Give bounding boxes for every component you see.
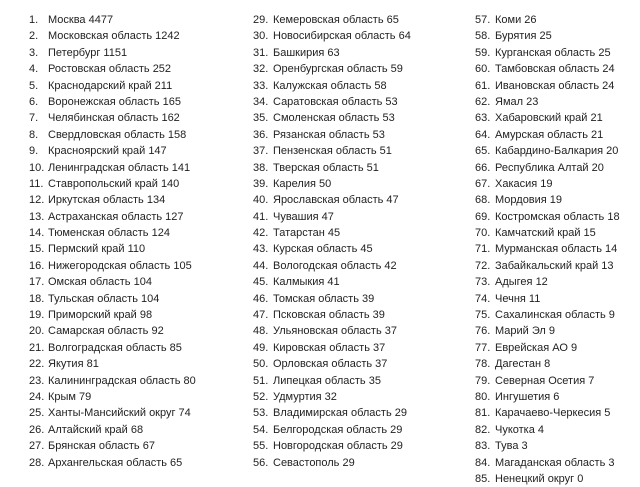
list-item — [475, 28, 620, 44]
item-number: 83. — [475, 440, 491, 453]
item-number: 26. — [29, 423, 45, 436]
item-number: 49. — [253, 341, 269, 354]
list-item — [29, 78, 196, 94]
list-item — [29, 356, 196, 372]
item-number: 22. — [29, 358, 45, 371]
item-text: Магаданская область 3 — [495, 456, 615, 469]
item-number: 13. — [29, 210, 45, 223]
item-text: Калмыкия 41 — [273, 276, 340, 289]
list-item — [253, 209, 411, 225]
list-item — [475, 471, 620, 487]
item-text: Рязанская область 53 — [273, 128, 385, 141]
item-number: 5. — [29, 79, 39, 92]
item-number: 30. — [253, 30, 269, 43]
item-number: 61. — [475, 79, 491, 92]
item-number: 20. — [29, 325, 45, 338]
item-number: 69. — [475, 210, 491, 223]
list-item — [253, 241, 411, 257]
item-text: Новосибирская область 64 — [273, 30, 411, 43]
list-item — [475, 192, 620, 208]
item-text: Марий Эл 9 — [495, 325, 556, 338]
item-number: 81. — [475, 407, 491, 420]
item-text: Северная Осетия 7 — [495, 374, 595, 387]
item-number: 50. — [253, 358, 269, 371]
list-item — [253, 28, 411, 44]
list-item — [475, 94, 620, 110]
item-text: Мордовия 19 — [495, 194, 563, 207]
item-number: 44. — [253, 259, 269, 272]
item-text: Томская область 39 — [273, 292, 375, 305]
list-item — [253, 438, 411, 454]
list-item — [253, 323, 411, 339]
list-item — [253, 78, 411, 94]
item-text: Чувашия 47 — [273, 210, 334, 223]
item-text: Пермский край 110 — [48, 243, 146, 256]
list-item — [29, 45, 196, 61]
item-number: 4. — [29, 63, 39, 76]
item-text: Астраханская область 127 — [48, 210, 184, 223]
item-text: Республика Алтай 20 — [495, 161, 604, 174]
list-item — [475, 373, 620, 389]
list-item — [29, 389, 196, 405]
item-number: 42. — [253, 227, 269, 240]
list-item — [29, 94, 196, 110]
item-text: Омская область 104 — [48, 276, 152, 289]
item-number: 62. — [475, 95, 491, 108]
item-text: Башкирия 63 — [273, 46, 340, 59]
item-number: 72. — [475, 259, 491, 272]
list-item — [29, 12, 196, 28]
item-text: Мурманская область 14 — [495, 243, 618, 256]
item-number: 47. — [253, 309, 269, 322]
item-number: 8. — [29, 128, 39, 141]
item-text: Саратовская область 53 — [273, 95, 398, 108]
list-item — [29, 127, 196, 143]
item-number: 58. — [475, 30, 491, 43]
list-item — [475, 323, 620, 339]
item-text: Новгородская область 29 — [273, 440, 403, 453]
list-item — [253, 307, 411, 323]
list-item — [475, 405, 620, 421]
item-text: Курганская область 25 — [495, 46, 611, 59]
list-item — [253, 274, 411, 290]
item-number: 16. — [29, 259, 45, 272]
item-text: Амурская область 21 — [495, 128, 604, 141]
list-item — [29, 176, 196, 192]
item-number: 80. — [475, 390, 491, 403]
item-number: 3. — [29, 46, 39, 59]
list-item — [475, 12, 620, 28]
list-item — [475, 61, 620, 77]
item-text: Забайкальский край 13 — [495, 259, 614, 272]
item-number: 54. — [253, 423, 269, 436]
list-item — [253, 405, 411, 421]
item-text: Тульская область 104 — [48, 292, 160, 305]
item-text: Москва 4477 — [48, 14, 114, 26]
item-number: 36. — [253, 128, 269, 141]
list-item — [29, 143, 196, 159]
item-text: Карелия 50 — [273, 177, 332, 190]
item-number: 10. — [29, 161, 45, 174]
list-item — [29, 307, 196, 323]
list-item — [253, 127, 411, 143]
item-text: Ярославская область 47 — [273, 194, 399, 207]
list-item — [29, 258, 196, 274]
item-text: Калининградская область 80 — [48, 374, 196, 387]
item-number: 64. — [475, 128, 491, 141]
item-text: Ставропольский край 140 — [48, 177, 180, 190]
list-item — [475, 160, 620, 176]
list-item — [475, 241, 620, 257]
item-number: 19. — [29, 309, 45, 322]
list-item — [29, 323, 196, 339]
item-text: Хакасия 19 — [495, 177, 553, 190]
item-number: 6. — [29, 95, 39, 108]
list-item — [29, 373, 196, 389]
item-text: Чечня 11 — [495, 292, 541, 305]
item-text: Кемеровская область 65 — [273, 14, 399, 26]
item-text: Московская область 1242 — [48, 30, 180, 43]
item-text: Брянская область 67 — [48, 440, 155, 453]
item-text: Липецкая область 35 — [273, 374, 381, 387]
item-text: Ростовская область 252 — [48, 63, 172, 76]
item-text: Ульяновская область 37 — [273, 325, 397, 338]
item-number: 33. — [253, 79, 269, 92]
item-text: Приморский край 98 — [48, 309, 153, 322]
item-number: 82. — [475, 423, 491, 436]
item-number: 55. — [253, 440, 269, 453]
list-item — [253, 12, 411, 28]
item-text: Смоленская область 53 — [273, 112, 395, 125]
item-text: Еврейская АО 9 — [495, 341, 578, 354]
list-item — [29, 28, 196, 44]
item-number: 51. — [253, 374, 269, 387]
item-number: 12. — [29, 194, 45, 207]
item-text: Петербург 1151 — [48, 46, 128, 59]
item-number: 11. — [29, 177, 44, 190]
item-text: Карачаево-Черкесия 5 — [495, 407, 611, 420]
list-item — [475, 389, 620, 405]
item-number: 29. — [253, 14, 269, 26]
item-number: 67. — [475, 177, 491, 190]
list-item — [475, 422, 620, 438]
item-text: Тюменская область 124 — [48, 227, 170, 240]
item-text: Якутия 81 — [48, 358, 99, 371]
list-item — [253, 291, 411, 307]
item-number: 37. — [253, 145, 269, 158]
item-number: 46. — [253, 292, 269, 305]
list-item — [253, 94, 411, 110]
item-text: Пензенская область 51 — [273, 145, 392, 158]
item-text: Ямал 23 — [495, 95, 539, 108]
list-item — [253, 373, 411, 389]
item-number: 66. — [475, 161, 491, 174]
item-text: Сахалинская область 9 — [495, 309, 615, 322]
item-text: Удмуртия 32 — [273, 390, 337, 403]
item-number: 34. — [253, 95, 269, 108]
item-text: Тува 3 — [495, 440, 528, 453]
item-text: Костромская область 18 — [495, 210, 620, 223]
item-number: 76. — [475, 325, 491, 338]
item-text: Ханты-Мансийский округ 74 — [48, 407, 191, 420]
item-number: 38. — [253, 161, 269, 174]
item-number: 77. — [475, 341, 491, 354]
list-item — [29, 455, 196, 471]
list-item — [253, 61, 411, 77]
item-number: 68. — [475, 194, 491, 207]
item-number: 57. — [475, 14, 491, 26]
item-number: 73. — [475, 276, 491, 289]
list-item — [253, 143, 411, 159]
list-item — [29, 438, 196, 454]
list-item — [475, 258, 620, 274]
item-text: Дагестан 8 — [495, 358, 551, 371]
item-text: Ивановская область 24 — [495, 79, 615, 92]
item-number: 9. — [29, 145, 39, 158]
item-text: Тверская область 51 — [273, 161, 379, 174]
item-text: Иркутская область 134 — [48, 194, 166, 207]
list-item — [253, 422, 411, 438]
item-number: 40. — [253, 194, 269, 207]
item-number: 65. — [475, 145, 491, 158]
item-number: 24. — [29, 390, 45, 403]
list-item — [29, 209, 196, 225]
list-item — [475, 274, 620, 290]
item-number: 84. — [475, 456, 491, 469]
list-item — [29, 405, 196, 421]
item-number: 63. — [475, 112, 491, 125]
list-item — [475, 78, 620, 94]
item-text: Владимирская область 29 — [273, 407, 407, 420]
item-text: Ленинградская область 141 — [48, 161, 191, 174]
item-number: 43. — [253, 243, 269, 256]
list-item — [475, 143, 620, 159]
item-number: 17. — [29, 276, 45, 289]
list-item — [253, 110, 411, 126]
item-number: 53. — [253, 407, 269, 420]
item-text: Воронежская область 165 — [48, 95, 181, 108]
list-item — [475, 438, 620, 454]
item-number: 48. — [253, 325, 269, 338]
item-number: 71. — [475, 243, 491, 256]
item-text: Архангельская область 65 — [48, 456, 183, 469]
item-number: 23. — [29, 374, 45, 387]
list-item — [253, 192, 411, 208]
item-number: 41. — [253, 210, 269, 223]
item-number: 18. — [29, 292, 45, 305]
item-text: Ненецкий округ 0 — [495, 472, 584, 485]
item-number: 35. — [253, 112, 269, 125]
list-item — [29, 241, 196, 257]
list-item — [253, 225, 411, 241]
item-text: Волгоградская область 85 — [48, 341, 182, 354]
item-number: 75. — [475, 309, 491, 322]
item-number: 79. — [475, 374, 491, 387]
list-item — [29, 340, 196, 356]
list-item — [253, 176, 411, 192]
list-column-2 — [253, 12, 411, 471]
item-text: Кировская область 37 — [273, 341, 386, 354]
list-item — [475, 176, 620, 192]
list-item — [475, 356, 620, 372]
list-item — [475, 127, 620, 143]
item-number: 14. — [29, 227, 45, 240]
item-number: 25. — [29, 407, 45, 420]
item-number: 39. — [253, 177, 269, 190]
item-number: 85. — [475, 472, 491, 485]
item-number: 56. — [253, 456, 269, 469]
list-item — [29, 225, 196, 241]
item-number: 78. — [475, 358, 491, 371]
item-text: Камчатский край 15 — [495, 227, 596, 240]
item-number: 15. — [29, 243, 45, 256]
item-text: Ингушетия 6 — [495, 390, 560, 403]
item-text: Алтайский край 68 — [48, 423, 144, 436]
item-text: Орловская область 37 — [273, 358, 388, 371]
item-text: Оренбургская область 59 — [273, 63, 403, 76]
item-text: Чукотка 4 — [495, 423, 545, 436]
list-item — [29, 422, 196, 438]
item-number: 28. — [29, 456, 45, 469]
item-number: 1. — [29, 14, 39, 26]
list-item — [253, 160, 411, 176]
item-text: Татарстан 45 — [273, 227, 341, 240]
list-item — [29, 192, 196, 208]
list-item — [29, 291, 196, 307]
list-item — [29, 274, 196, 290]
item-text: Кабардино-Балкария 20 — [495, 145, 619, 158]
item-text: Бурятия 25 — [495, 30, 552, 43]
list-item — [475, 45, 620, 61]
list-item — [29, 61, 196, 77]
item-number: 2. — [29, 30, 39, 43]
list-item — [253, 340, 411, 356]
list-item — [253, 389, 411, 405]
item-text: Красноярский край 147 — [48, 145, 167, 158]
list-item — [475, 209, 620, 225]
item-number: 70. — [475, 227, 491, 240]
list-item — [475, 307, 620, 323]
list-item — [475, 455, 620, 471]
list-item — [29, 110, 196, 126]
list-column-3 — [475, 12, 620, 487]
item-text: Самарская область 92 — [48, 325, 164, 338]
list-item — [475, 225, 620, 241]
item-text: Белгородская область 29 — [273, 423, 403, 436]
item-number: 60. — [475, 63, 491, 76]
item-text: Адыгея 12 — [495, 276, 548, 289]
item-text: Краснодарский край 211 — [48, 79, 173, 92]
item-number: 32. — [253, 63, 269, 76]
item-number: 52. — [253, 390, 269, 403]
list-item — [253, 45, 411, 61]
item-text: Хабаровский край 21 — [495, 112, 603, 125]
item-text: Коми 26 — [495, 14, 537, 26]
item-text: Курская область 45 — [273, 243, 373, 256]
item-number: 27. — [29, 440, 45, 453]
item-text: Крым 79 — [48, 390, 92, 403]
list-item — [475, 291, 620, 307]
list-item — [475, 340, 620, 356]
item-text: Нижегородская область 105 — [48, 259, 192, 272]
item-number: 45. — [253, 276, 269, 289]
item-number: 7. — [29, 112, 39, 125]
item-number: 21. — [29, 341, 45, 354]
item-text: Севастополь 29 — [273, 456, 355, 469]
item-text: Вологодская область 42 — [273, 259, 397, 272]
item-text: Тамбовская область 24 — [495, 63, 615, 76]
list-item — [253, 258, 411, 274]
list-item — [475, 110, 620, 126]
list-item — [29, 160, 196, 176]
item-text: Калужская область 58 — [273, 79, 387, 92]
item-text: Челябинская область 162 — [48, 112, 180, 125]
item-number: 31. — [253, 46, 269, 59]
item-text: Свердловская область 158 — [48, 128, 187, 141]
item-number: 74. — [475, 292, 491, 305]
item-number: 59. — [475, 46, 491, 59]
list-column-1 — [29, 12, 196, 471]
item-text: Псковская область 39 — [273, 309, 385, 322]
list-item — [253, 455, 411, 471]
list-item — [253, 356, 411, 372]
